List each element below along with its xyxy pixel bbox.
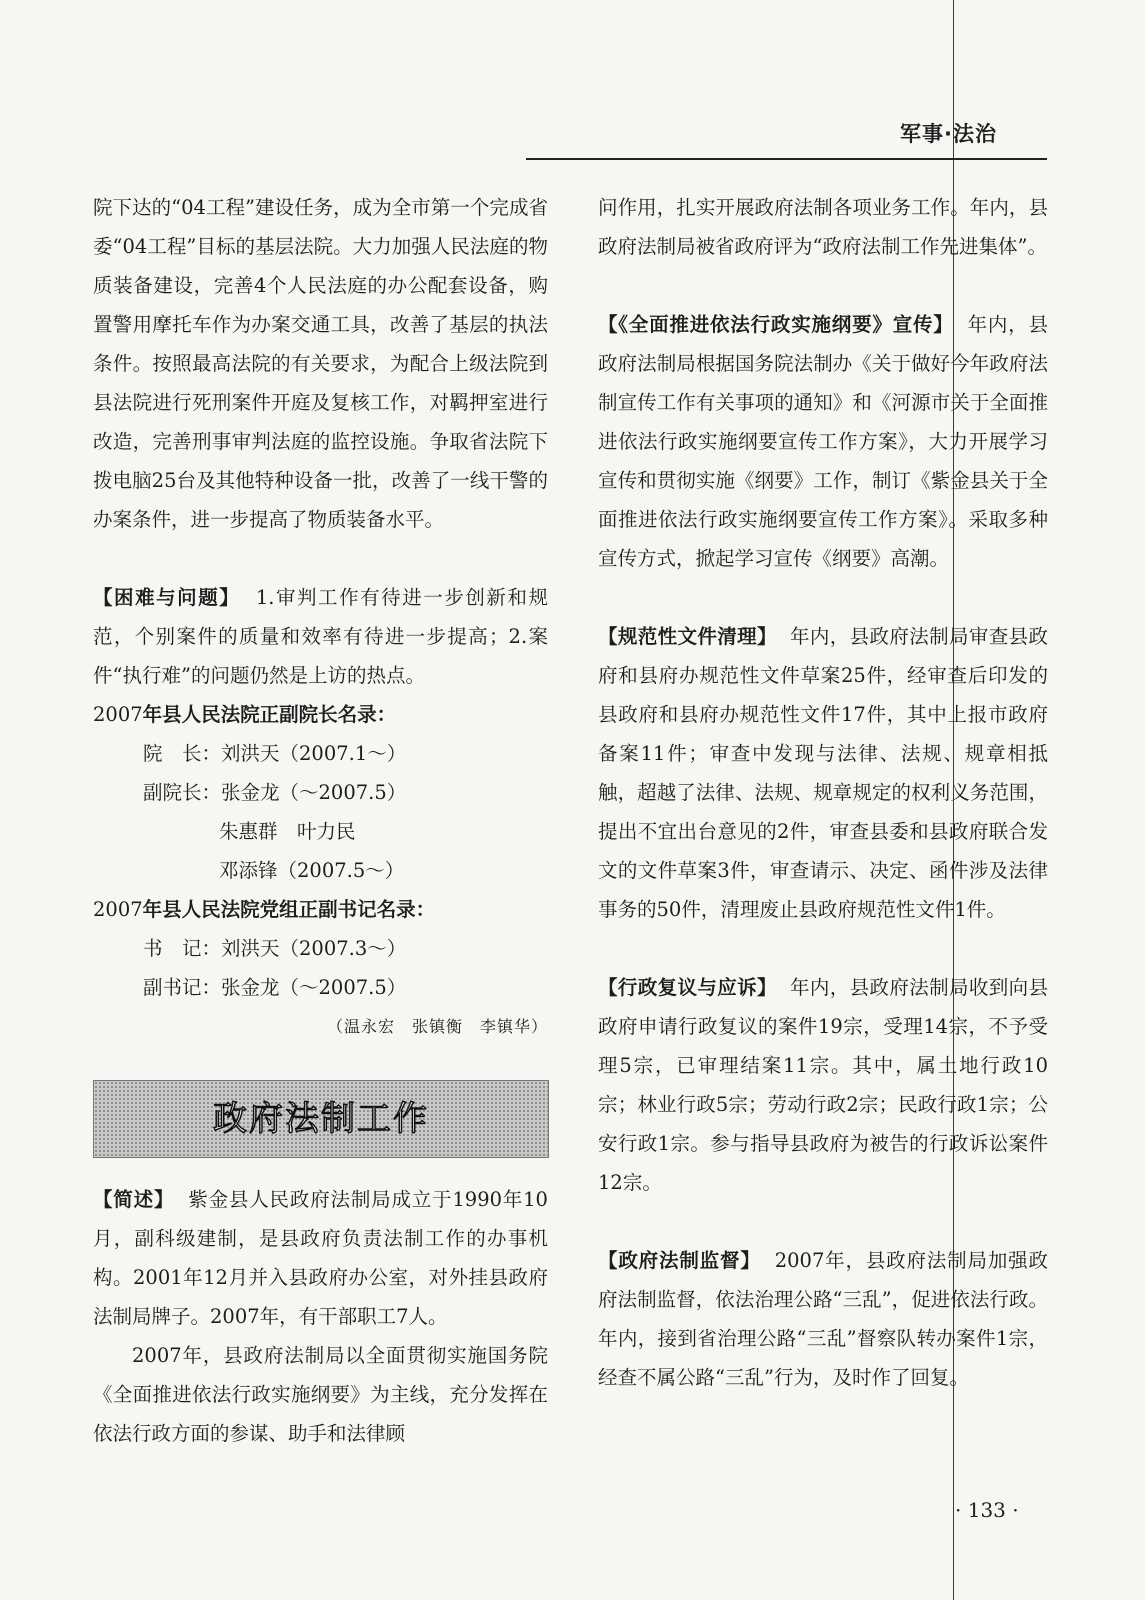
roster-2-heading: 2007年县人民法院党组正副书记名录： <box>93 898 436 921</box>
document-review-tag: 【规范性文件清理】 <box>598 625 777 648</box>
header-rule <box>526 158 1047 160</box>
section-title: 政府法制工作 <box>213 1098 429 1139</box>
roster-2-line: 副书记：张金龙（～2007.5） <box>143 976 407 999</box>
roster-1-line: 副院长：张金龙（～2007.5） <box>143 781 407 804</box>
paragraph-outline-promotion: 【《全面推进依法行政实施纲要》宣传】 年内，县政府法制局根据国务院法制办《关于做好今年政府法制宣传工作有关事项的通知》和《河源市关于全面推进依法行政实施纲要宣传工作方案》，大力开展学习宣传和贯彻实施《纲要》工作，制订《紫金县关于全面推进依法行政实施纲要宣传工作方案》。采取多种宣传方式，掀起学习宣传《纲要》高潮。 <box>598 313 1048 570</box>
overview-text: 紫金县人民政府法制局成立于1990年10月，副科级建制，是县政府负责法制工作的办事机构。2001年12月并入县政府办公室，对外挂县政府法制局牌子。2007年，有干部职工7人。 <box>93 1188 548 1328</box>
paragraph-main-line: 2007年，县政府法制局以全面贯彻实施国务院《全面推进依法行政实施纲要》为主线，充分发挥在依法行政方面的参谋、助手和法律顾 <box>93 1344 548 1445</box>
paragraph-court-equipment: 院下达的“04工程”建设任务，成为全市第一个完成省委“04工程”目标的基层法院。大力加强人民法庭的物质装备建设，完善4个人民法庭的办公配套设备，购置警用摩托车作为办案交通工具，改善了基层的执法条件。按照最高法院的有关要求，为配合上级法院到县法院进行死刑案件开庭及复核工作，对羁押室进行改造，完善刑事审判法庭的监控设施。争取省法院下拨电脑25台及其他特种设备一批，改善了一线干警的办案条件，进一步提高了物质装备水平。 <box>93 196 548 531</box>
paragraph-supervision: 【政府法制监督】 2007年，县政府法制局加强政府法制监督，依法治理公路“三乱”，促进依法行政。年内，接到省治理公路“三乱”督察队转办案件1宗，经查不属公路“三乱”行为，及时作了回复。 <box>598 1249 1048 1389</box>
paragraph-document-review: 【规范性文件清理】 年内，县政府法制局审查县政府和县府办规范性文件草案25件，经审查后印发的县政府和县府办规范性文件17件，其中上报市政府备案11件；审查中发现与法律、法规、规章相抵触，超越了法律、法规、规章规定的权利义务范围，提出不宜出台意见的2件，审查县委和县政府联合发文的文件草案3件，审查请示、决定、函件涉及法律事务的50件，清理废止县政府规范性文件1件。 <box>598 625 1048 921</box>
difficulty-tag: 【困难与问题】 <box>93 586 241 609</box>
page-number: · 133 · <box>955 1498 1019 1522</box>
paragraph-overview <box>93 1180 548 1336</box>
paragraph-difficulties <box>93 578 548 695</box>
roster-2-line: 书 记：刘洪天（2007.3～） <box>143 937 407 960</box>
roster-1-line: 朱惠群 叶力民 <box>219 820 356 843</box>
section-header: 军事·法治 <box>900 122 997 146</box>
paragraph-reconsideration: 【行政复议与应诉】 年内，县政府法制局收到向县政府申请行政复议的案件19宗，受理14宗，不予受理5宗，已审理结案11宗。其中，属土地行政10宗；林业行政5宗；劳动行政2宗；民政行政1宗；公安行政1宗。参与指导县政府为被告的行政诉讼案件12宗。 <box>598 976 1048 1194</box>
roster-1-heading: 2007年县人民法院正副院长名录： <box>93 703 397 726</box>
section-title-banner <box>93 1080 549 1158</box>
right-column <box>598 188 1048 1397</box>
reconsideration-tag: 【行政复议与应诉】 <box>598 976 777 999</box>
roster-1-line: 邓添锋（2007.5～） <box>219 859 405 882</box>
paragraph-continuation: 问作用，扎实开展政府法制各项业务工作。年内，县政府法制局被省政府评为“政府法制工作先进集体”。 <box>598 196 1048 258</box>
supervision-tag: 【政府法制监督】 <box>598 1249 761 1272</box>
outline-promotion-tag: 【《全面推进依法行政实施纲要》宣传】 <box>598 313 954 336</box>
difficulty-text: 1.审判工作有待进一步创新和规范，个别案件的质量和效率有待进一步提高；2.案件“执行难”的问题仍然是上访的热点。 <box>93 586 548 687</box>
roster-1-line: 院 长：刘洪天（2007.1～） <box>143 742 407 765</box>
left-column <box>93 188 548 1453</box>
author-credit: （温永宏 张镇衡 李镇华） <box>326 1017 548 1036</box>
overview-tag: 【简述】 <box>93 1188 175 1211</box>
